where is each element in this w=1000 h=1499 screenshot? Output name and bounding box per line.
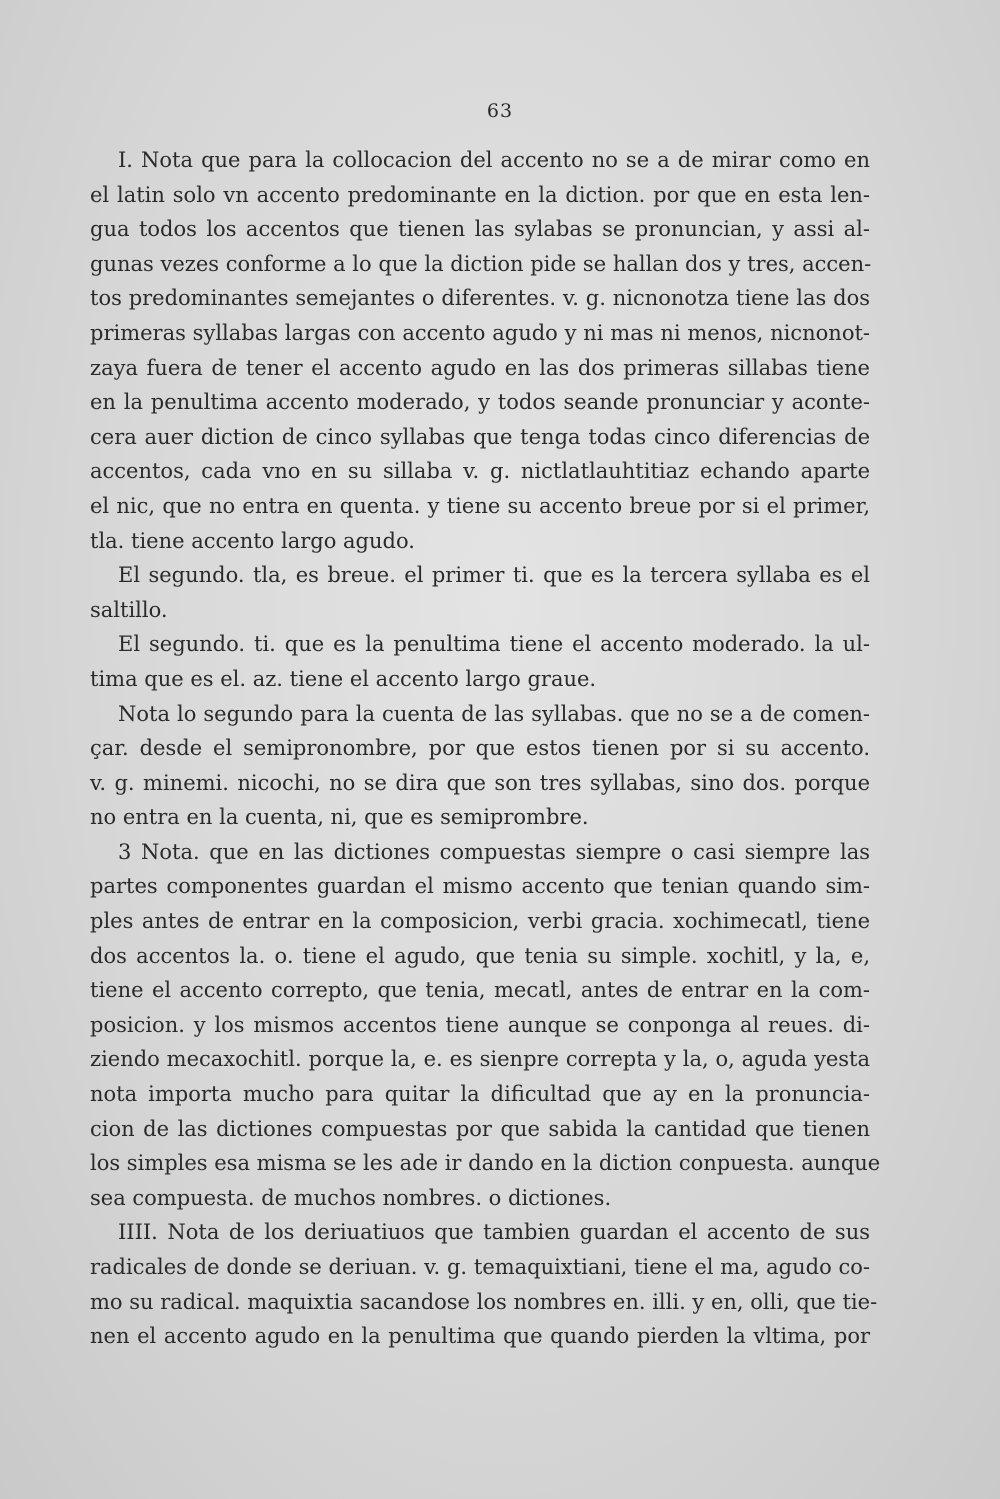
- text-line: gunas vezes conforme a lo que la diction pide se hallan dos y tres, accen-: [90, 251, 872, 276]
- text-line: IIII. Nota de los deriuatiuos que tambien guardan el accento de sus: [118, 1220, 870, 1245]
- text-line: Nota lo segundo para la cuenta de las syllabas. que no se a de comen-: [118, 701, 870, 726]
- text-line: dos accentos la. o. tiene el agudo, que tenia su simple. xochitl, y la, e,: [90, 943, 870, 968]
- text-line: çar. desde el semipronombre, por que estos tienen por si su accento.: [90, 736, 870, 761]
- text-line: primeras syllabas largas con accento agudo y ni mas ni menos, nicnonot-: [90, 320, 870, 345]
- text-line: mo su radical. maquixtia sacandose los nombres en. illi. y en, olli, que tie-: [90, 1289, 878, 1314]
- text-line: sea compuesta. de muchos nombres. o dictiones.: [90, 1185, 612, 1210]
- text-line: tla. tiene accento largo agudo.: [90, 528, 415, 553]
- text-line: los simples esa misma se les ade ir dando en la diction conpuesta. aunque: [90, 1151, 881, 1176]
- text-line: en la penultima accento moderado, y todos seande pronunciar y aconte-: [90, 390, 870, 415]
- text-line: tiene el accento correpto, que tenia, mecatl, antes de entrar en la com-: [90, 978, 870, 1003]
- text-line: tima que es el. az. tiene el accento largo graue.: [90, 666, 597, 691]
- text-line: tos predominantes semejantes o diferentes. v. g. nicnonotza tiene las dos: [90, 286, 870, 311]
- text-line: radicales de donde se deriuan. v. g. temaquixtiani, tiene el ma, agudo co-: [90, 1255, 870, 1279]
- text-line: accentos, cada vno en su sillaba v. g. nictlatlauhtitiaz echando aparte: [90, 459, 870, 484]
- text-line: ziendo mecaxochitl. porque la, e. es sienpre correpta y la, o, aguda yesta: [90, 1047, 870, 1072]
- text-line: partes componentes guardan el mismo accento que tenian quando sim-: [90, 874, 870, 899]
- text-line: el latin solo vn accento predominante en la diction. por que en esta len-: [90, 182, 870, 207]
- text-line: El segundo. tla, es breue. el primer ti. que es la tercera syllaba es el: [118, 563, 870, 588]
- page-number: 63: [486, 100, 514, 122]
- text-line: cera auer diction de cinco syllabas que tenga todas cinco diferencias de: [90, 424, 870, 449]
- text-line: zaya fuera de tener el accento agudo en las dos primeras sillabas tiene: [90, 355, 870, 380]
- text-line: no entra en la cuenta, ni, que es semiprombre.: [90, 805, 589, 830]
- text-line: 3 Nota. que en las dictiones compuestas siempre o casi siempre las: [118, 839, 870, 864]
- text-line: nen el accento agudo en la penultima que quando pierden la vltima, por: [90, 1324, 870, 1349]
- text-line: El segundo. ti. que es la penultima tiene el accento moderado. la ul-: [118, 632, 870, 657]
- text-line: saltillo.: [90, 597, 168, 622]
- text-line: v. g. minemi. nicochi, no se dira que son tres syllabas, sino dos. porque: [90, 770, 870, 795]
- text-line: el nic, que no entra en quenta. y tiene su accento breue por si el primer,: [90, 493, 870, 518]
- text-line: gua todos los accentos que tienen las sylabas se pronuncian, y assi al-: [90, 217, 870, 242]
- text-line: cion de las dictiones compuestas por que sabida la cantidad que tienen: [90, 1116, 870, 1141]
- body-text: [90, 143, 881, 1354]
- text-line: posicion. y los mismos accentos tiene aunque se conponga al reues. di-: [90, 1012, 870, 1037]
- text-line: I. Nota que para la collocacion del accento no se a de mirar como en: [118, 148, 870, 172]
- text-line: nota importa mucho para quitar la dificultad que ay en la pronuncia-: [90, 1082, 870, 1107]
- text-line: ples antes de entrar en la composicion, verbi gracia. xochimecatl, tiene: [90, 909, 870, 934]
